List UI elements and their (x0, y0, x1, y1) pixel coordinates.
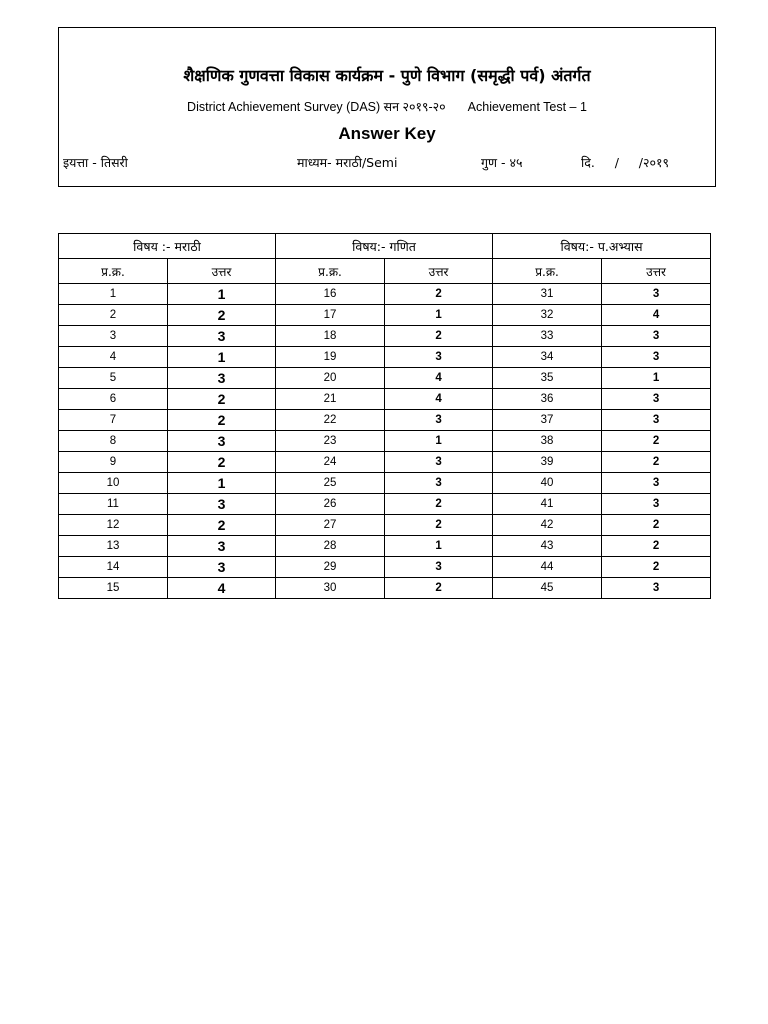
answer-cell: 1 (168, 284, 276, 305)
answer-cell: 2 (385, 326, 493, 347)
question-number-cell: 19 (276, 347, 385, 368)
question-number-cell: 4 (59, 347, 168, 368)
question-number-cell: 34 (493, 347, 602, 368)
answer-cell: 2 (385, 578, 493, 599)
subject-marathi: विषय :- मराठी (59, 234, 276, 259)
question-number-cell: 9 (59, 452, 168, 473)
question-number-cell: 22 (276, 410, 385, 431)
table-row (59, 494, 711, 515)
table-row (59, 431, 711, 452)
question-number-cell: 39 (493, 452, 602, 473)
col-question: प्र.क्र. (493, 259, 602, 284)
answer-cell: 2 (602, 452, 711, 473)
answer-key-table (58, 233, 711, 599)
answer-cell: 3 (385, 557, 493, 578)
question-number-cell: 18 (276, 326, 385, 347)
date-label: दि. / /२०१९ (581, 155, 670, 170)
answer-cell: 2 (168, 410, 276, 431)
table-row (59, 473, 711, 494)
question-number-cell: 42 (493, 515, 602, 536)
subject-header-row (59, 234, 711, 259)
answer-cell: 2 (168, 305, 276, 326)
question-number-cell: 15 (59, 578, 168, 599)
answer-cell: 1 (385, 536, 493, 557)
answer-cell: 2 (385, 515, 493, 536)
answer-cell: 3 (168, 557, 276, 578)
answer-cell: 4 (168, 578, 276, 599)
question-number-cell: 11 (59, 494, 168, 515)
answer-cell: 2 (168, 389, 276, 410)
question-number-cell: 21 (276, 389, 385, 410)
question-number-cell: 44 (493, 557, 602, 578)
question-number-cell: 33 (493, 326, 602, 347)
answer-cell: 3 (168, 494, 276, 515)
question-number-cell: 20 (276, 368, 385, 389)
question-number-cell: 25 (276, 473, 385, 494)
question-number-cell: 6 (59, 389, 168, 410)
question-number-cell: 26 (276, 494, 385, 515)
answer-cell: 3 (168, 536, 276, 557)
standard-label: इयत्ता - तिसरी (63, 155, 128, 170)
col-question: प्र.क्र. (59, 259, 168, 284)
question-number-cell: 3 (59, 326, 168, 347)
answer-cell: 3 (385, 452, 493, 473)
subtitle-row (59, 98, 715, 115)
question-number-cell: 31 (493, 284, 602, 305)
question-number-cell: 29 (276, 557, 385, 578)
col-answer: उत्तर (385, 259, 493, 284)
col-question: प्र.क्र. (276, 259, 385, 284)
question-number-cell: 35 (493, 368, 602, 389)
question-number-cell: 45 (493, 578, 602, 599)
column-header-row (59, 259, 711, 284)
question-number-cell: 16 (276, 284, 385, 305)
answer-cell: 3 (602, 494, 711, 515)
question-number-cell: 23 (276, 431, 385, 452)
table-row (59, 305, 711, 326)
question-number-cell: 28 (276, 536, 385, 557)
answer-cell: 1 (168, 473, 276, 494)
answer-cell: 3 (602, 410, 711, 431)
question-number-cell: 10 (59, 473, 168, 494)
table-row (59, 452, 711, 473)
question-number-cell: 5 (59, 368, 168, 389)
answer-cell: 1 (385, 305, 493, 326)
subject-maths: विषय:- गणित (276, 234, 493, 259)
answer-cell: 2 (385, 494, 493, 515)
test-label: Achievement Test – 1 (467, 100, 587, 114)
survey-label: District Achievement Survey (DAS) सन २०१९-२० (187, 100, 446, 114)
answer-cell: 3 (168, 326, 276, 347)
answer-cell: 3 (602, 578, 711, 599)
question-number-cell: 7 (59, 410, 168, 431)
col-answer: उत्तर (602, 259, 711, 284)
table-row (59, 578, 711, 599)
page-title: शैक्षणिक गुणवत्ता विकास कार्यक्रम - पुणे विभाग (समृद्धी पर्व) अंतर्गत (183, 66, 591, 85)
table-row (59, 515, 711, 536)
question-number-cell: 40 (493, 473, 602, 494)
answer-cell: 1 (168, 347, 276, 368)
answer-cell: 2 (168, 452, 276, 473)
answer-cell: 2 (385, 284, 493, 305)
question-number-cell: 36 (493, 389, 602, 410)
answer-cell: 4 (385, 389, 493, 410)
answer-cell: 3 (602, 326, 711, 347)
answer-cell: 2 (602, 515, 711, 536)
answer-cell: 3 (385, 347, 493, 368)
question-number-cell: 32 (493, 305, 602, 326)
col-answer: उत्तर (168, 259, 276, 284)
question-number-cell: 37 (493, 410, 602, 431)
answer-cell: 3 (602, 473, 711, 494)
answer-cell: 1 (602, 368, 711, 389)
answer-cell: 2 (602, 431, 711, 452)
answer-cell: 3 (602, 284, 711, 305)
table-row (59, 410, 711, 431)
question-number-cell: 2 (59, 305, 168, 326)
question-number-cell: 30 (276, 578, 385, 599)
table-row (59, 536, 711, 557)
table-row (59, 284, 711, 305)
table-row (59, 326, 711, 347)
medium-label: माध्यम- मराठी/Semi (297, 155, 398, 170)
question-number-cell: 17 (276, 305, 385, 326)
table-row (59, 557, 711, 578)
question-number-cell: 13 (59, 536, 168, 557)
answer-cell: 4 (602, 305, 711, 326)
answer-cell: 2 (602, 536, 711, 557)
answer-cell: 3 (602, 389, 711, 410)
answer-cell: 4 (385, 368, 493, 389)
answer-cell: 3 (168, 368, 276, 389)
question-number-cell: 41 (493, 494, 602, 515)
subject-evs: विषय:- प.अभ्यास (493, 234, 711, 259)
answer-cell: 2 (602, 557, 711, 578)
question-number-cell: 1 (59, 284, 168, 305)
answer-cell: 3 (385, 473, 493, 494)
table-row (59, 389, 711, 410)
table-row (59, 347, 711, 368)
answer-cell: 2 (168, 515, 276, 536)
answer-cell: 3 (385, 410, 493, 431)
question-number-cell: 24 (276, 452, 385, 473)
question-number-cell: 27 (276, 515, 385, 536)
answer-cell: 1 (385, 431, 493, 452)
question-number-cell: 12 (59, 515, 168, 536)
answer-cell: 3 (168, 431, 276, 452)
question-number-cell: 38 (493, 431, 602, 452)
answer-key-heading: Answer Key (338, 124, 436, 143)
table-row (59, 368, 711, 389)
marks-label: गुण - ४५ (481, 155, 523, 170)
question-number-cell: 43 (493, 536, 602, 557)
question-number-cell: 14 (59, 557, 168, 578)
answer-cell: 3 (602, 347, 711, 368)
question-number-cell: 8 (59, 431, 168, 452)
header-box (58, 27, 716, 187)
